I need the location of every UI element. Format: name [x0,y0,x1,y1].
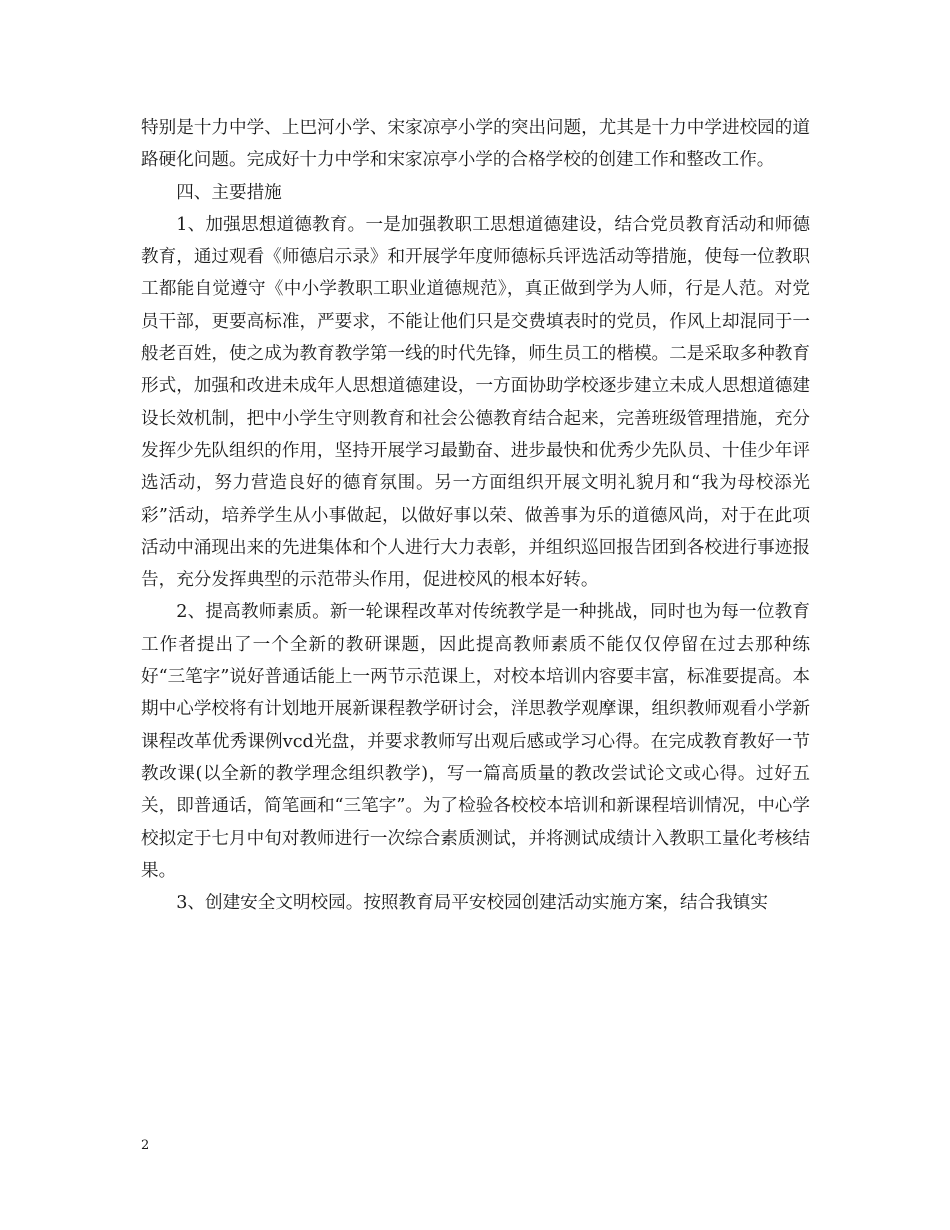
body-text [141,112,810,919]
section-heading: 四、主要措施 [176,182,282,203]
paragraph-teacher-quality: 2、提高教师素质。新一轮课程改革对传统教学是一种挑战，同时也为每一位教育工作者提出了一个全新的教研课题，因此提高教师素质不能仅仅停留在过去那种练好“三笔字”说好普通话能上一两节示范课上，对校本培训内容要丰富，标准要提高。本期中心学校将有计划地开展新课程教学研讨会，洋思教学观摩课，组织教师观看小学新课程改革优秀课例vcd光盘，并要求教师写出观后感或学习心得。在完成教育教好一节教改课(以全新的教学理念组织教学)，写一篇高质量的教改尝试论文或心得。过好五关，即普通话，简笔画和“三笔字”。为了检验各校校本培训和新课程培训情况，中心学校拟定于七月中旬对教师进行一次综合素质测试，并将测试成绩计入教职工量化考核结果。 [141,602,810,881]
paragraph-moral-education: 1、加强思想道德教育。一是加强教职工思想道德建设，结合党员教育活动和师德教育，通过观看《师德启示录》和开展学年度师德标兵评选活动等措施，使每一位教职工都能自觉遵守《中小学教职工职业道德规范》，真正做到学为人师，行是人范。对党员干部，更要高标准，严要求，不能让他们只是交费填表时的党员，作风上却混同于一般老百姓，使之成为教育教学第一线的时代先锋，师生员工的楷模。二是采取多种教育形式，加强和改进未成年人思想道德建设，一方面协助学校逐步建立未成人思想道德建设长效机制，把中小学生守则教育和社会公德教育结合起来，完善班级管理措施，充分发挥少先队组织的作用，坚持开展学习最勤奋、进步最快和优秀少先队员、十佳少年评选活动，努力营造良好的德育氛围。另一方面组织开展文明礼貌月和“我为母校添光彩”活动，培养学生从小事做起，以做好事以荣、做善事为乐的道德风尚，对于在此项活动中涌现出来的先进集体和个人进行大力表彰，并组织巡回报告团到各校进行事迹报告，充分发挥典型的示范带头作用，促进校风的根本好转。 [141,214,810,591]
page-number: 2 [141,1138,150,1153]
paragraph-continuation: 特别是十力中学、上巴河小学、宋家凉亭小学的突出问题，尤其是十力中学进校园的道路硬化问题。完成好十力中学和宋家凉亭小学的合格学校的创建工作和整改工作。 [141,118,810,171]
paragraph-safe-campus: 3、创建安全文明校园。按照教育局平安校园创建活动实施方案，结合我镇实 [176,893,768,914]
